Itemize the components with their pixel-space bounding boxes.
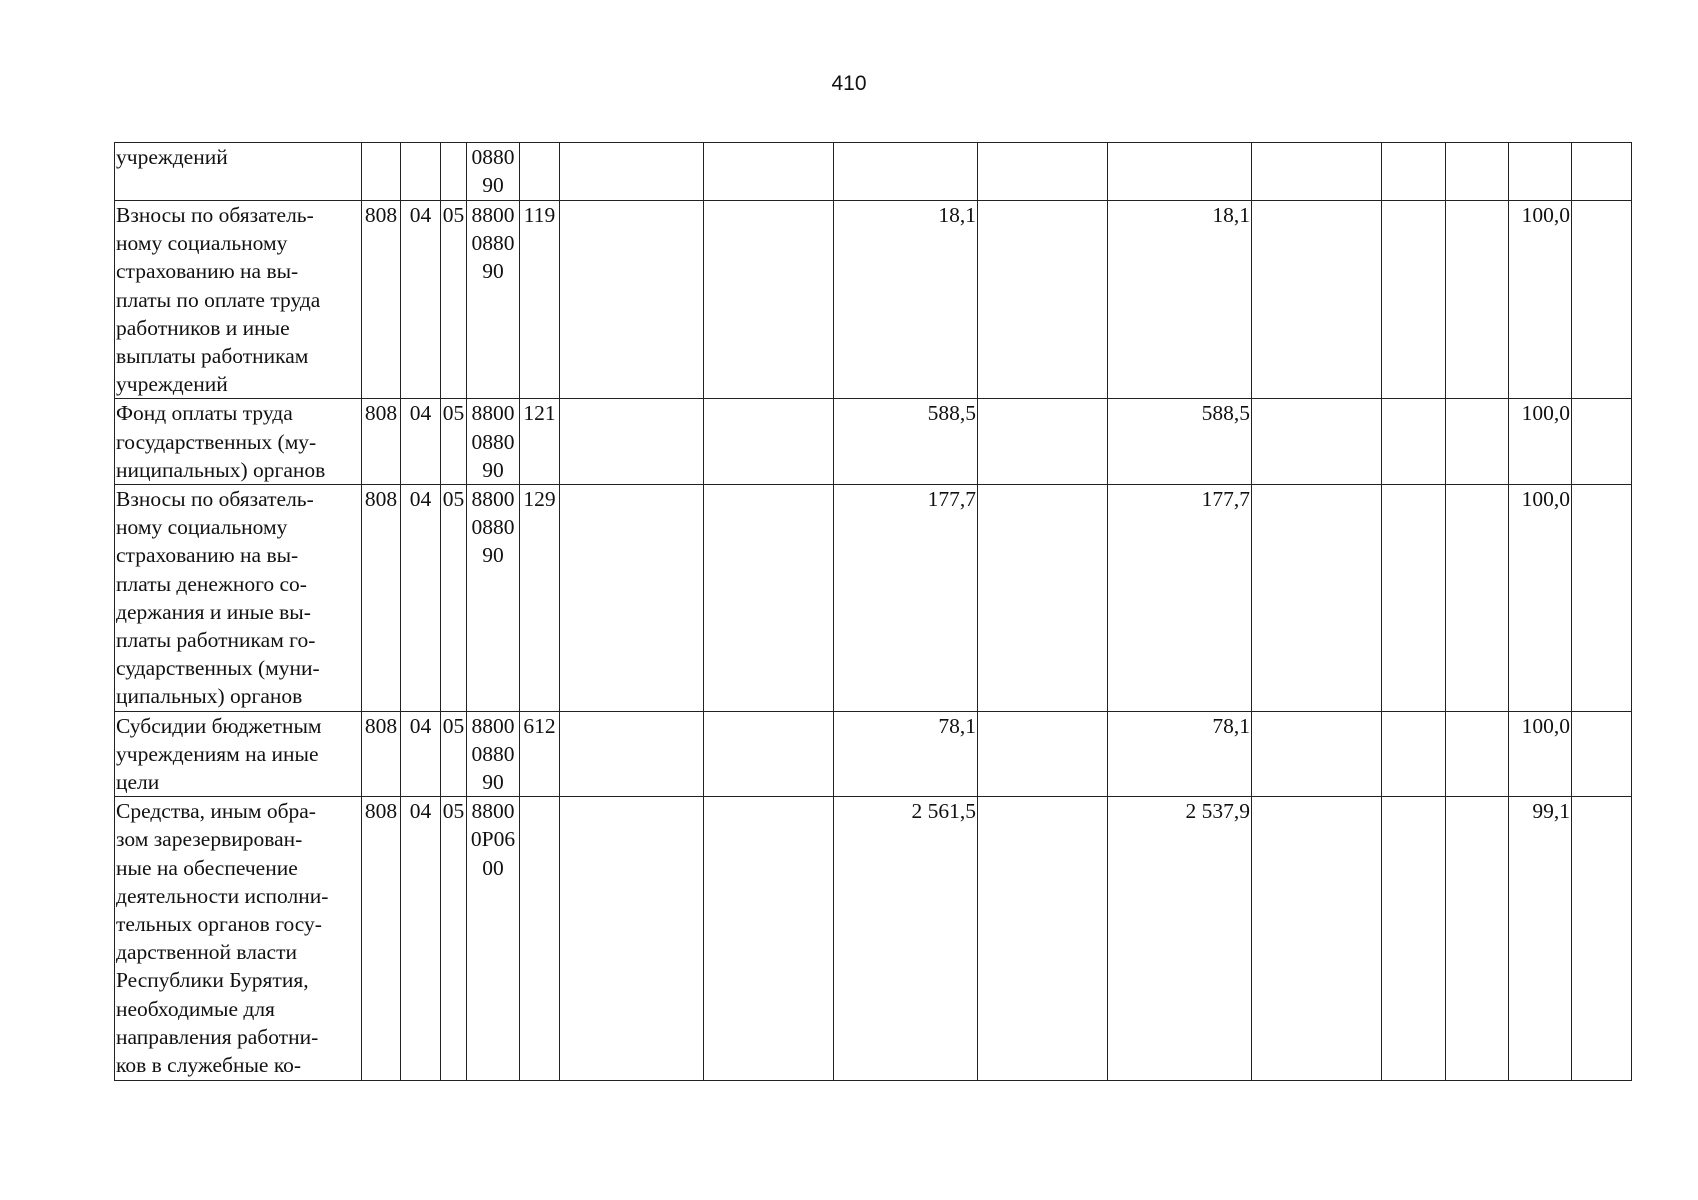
- empty-cell: [978, 201, 1108, 399]
- row-name-cell: Взносы по обязатель- ному социальному страхованию на вы- платы денежного со- держания и иные вы- платы работникам го- сударственных (муни- ципальных) органов: [115, 485, 362, 712]
- empty-cell: [1446, 399, 1509, 485]
- row-name-cell: Фонд оплаты труда государственных (му- ниципальных) органов: [115, 399, 362, 485]
- empty-cell: [704, 797, 834, 1081]
- empty-cell: [560, 143, 704, 201]
- plan-value-cell: 588,5: [834, 399, 978, 485]
- subsection-code-cell: 05: [441, 201, 467, 399]
- percent-value-cell: 100,0: [1509, 201, 1572, 399]
- plan-value-cell: [834, 143, 978, 201]
- empty-cell: [1446, 485, 1509, 712]
- empty-cell: [1252, 143, 1382, 201]
- empty-cell: [560, 797, 704, 1081]
- row-name-cell: Взносы по обязатель- ному социальному страхованию на вы- платы по оплате труда работников и иные выплаты работникам учреждений: [115, 201, 362, 399]
- empty-cell: [1382, 797, 1446, 1081]
- fact-value-cell: 78,1: [1108, 711, 1252, 797]
- empty-cell: [1252, 485, 1382, 712]
- empty-cell: [1252, 201, 1382, 399]
- empty-cell: [560, 399, 704, 485]
- empty-cell: [1572, 399, 1632, 485]
- empty-cell: [1446, 711, 1509, 797]
- plan-value-cell: 18,1: [834, 201, 978, 399]
- percent-value-cell: [1509, 143, 1572, 201]
- section-code-cell: 04: [401, 711, 441, 797]
- empty-cell: [1446, 201, 1509, 399]
- expense-type-cell: 121: [520, 399, 560, 485]
- empty-cell: [1572, 711, 1632, 797]
- empty-cell: [1252, 797, 1382, 1081]
- fact-value-cell: 18,1: [1108, 201, 1252, 399]
- empty-cell: [560, 711, 704, 797]
- ministry-code-cell: 808: [362, 485, 401, 712]
- page-number: 410: [831, 72, 867, 95]
- plan-value-cell: 2 561,5: [834, 797, 978, 1081]
- empty-cell: [704, 485, 834, 712]
- empty-cell: [978, 143, 1108, 201]
- empty-cell: [1382, 201, 1446, 399]
- percent-value-cell: 100,0: [1509, 399, 1572, 485]
- empty-cell: [560, 485, 704, 712]
- subsection-code-cell: 05: [441, 797, 467, 1081]
- percent-value-cell: 100,0: [1509, 485, 1572, 712]
- fact-value-cell: [1108, 143, 1252, 201]
- expense-type-cell: [520, 797, 560, 1081]
- fact-value-cell: 2 537,9: [1108, 797, 1252, 1081]
- table-row: [115, 711, 1632, 797]
- plan-value-cell: 177,7: [834, 485, 978, 712]
- section-code-cell: 04: [401, 399, 441, 485]
- table-row: [115, 201, 1632, 399]
- expense-type-cell: 129: [520, 485, 560, 712]
- subsection-code-cell: [441, 143, 467, 201]
- plan-value-cell: 78,1: [834, 711, 978, 797]
- empty-cell: [704, 711, 834, 797]
- row-name-cell: учреждений: [115, 143, 362, 201]
- table-row: [115, 143, 1632, 201]
- expense-type-cell: [520, 143, 560, 201]
- empty-cell: [1382, 399, 1446, 485]
- table-row: [115, 399, 1632, 485]
- empty-cell: [704, 399, 834, 485]
- subsection-code-cell: 05: [441, 485, 467, 712]
- empty-cell: [1446, 143, 1509, 201]
- target-article-cell: 8800 0880 90: [467, 711, 520, 797]
- empty-cell: [1572, 485, 1632, 712]
- table-row: [115, 797, 1632, 1081]
- section-code-cell: 04: [401, 201, 441, 399]
- subsection-code-cell: 05: [441, 711, 467, 797]
- empty-cell: [1382, 485, 1446, 712]
- section-code-cell: 04: [401, 485, 441, 712]
- percent-value-cell: 99,1: [1509, 797, 1572, 1081]
- empty-cell: [1382, 143, 1446, 201]
- empty-cell: [1252, 711, 1382, 797]
- target-article-cell: 0880 90: [467, 143, 520, 201]
- ministry-code-cell: 808: [362, 711, 401, 797]
- expense-type-cell: 119: [520, 201, 560, 399]
- empty-cell: [978, 711, 1108, 797]
- ministry-code-cell: 808: [362, 201, 401, 399]
- fact-value-cell: 588,5: [1108, 399, 1252, 485]
- section-code-cell: 04: [401, 797, 441, 1081]
- target-article-cell: 8800 0Р06 00: [467, 797, 520, 1081]
- empty-cell: [1382, 711, 1446, 797]
- ministry-code-cell: 808: [362, 399, 401, 485]
- empty-cell: [1572, 201, 1632, 399]
- expense-type-cell: 612: [520, 711, 560, 797]
- table-row: [115, 485, 1632, 712]
- empty-cell: [978, 399, 1108, 485]
- empty-cell: [1446, 797, 1509, 1081]
- empty-cell: [1252, 399, 1382, 485]
- empty-cell: [704, 201, 834, 399]
- target-article-cell: 8800 0880 90: [467, 399, 520, 485]
- table-body: [115, 143, 1632, 1081]
- percent-value-cell: 100,0: [1509, 711, 1572, 797]
- empty-cell: [704, 143, 834, 201]
- empty-cell: [1572, 797, 1632, 1081]
- empty-cell: [1572, 143, 1632, 201]
- subsection-code-cell: 05: [441, 399, 467, 485]
- row-name-cell: Субсидии бюджетным учреждениям на иные цели: [115, 711, 362, 797]
- empty-cell: [560, 201, 704, 399]
- ministry-code-cell: 808: [362, 797, 401, 1081]
- ministry-code-cell: [362, 143, 401, 201]
- empty-cell: [978, 797, 1108, 1081]
- fact-value-cell: 177,7: [1108, 485, 1252, 712]
- row-name-cell: Средства, иным обра- зом зарезервирован- ные на обеспечение деятельности исполни- тельных органов госу- дарственной власти Республики Бурятия, необходимые для направления работни- ков в служебные ко-: [115, 797, 362, 1081]
- section-code-cell: [401, 143, 441, 201]
- target-article-cell: 8800 0880 90: [467, 485, 520, 712]
- target-article-cell: 8800 0880 90: [467, 201, 520, 399]
- budget-table: [114, 142, 1632, 1081]
- empty-cell: [978, 485, 1108, 712]
